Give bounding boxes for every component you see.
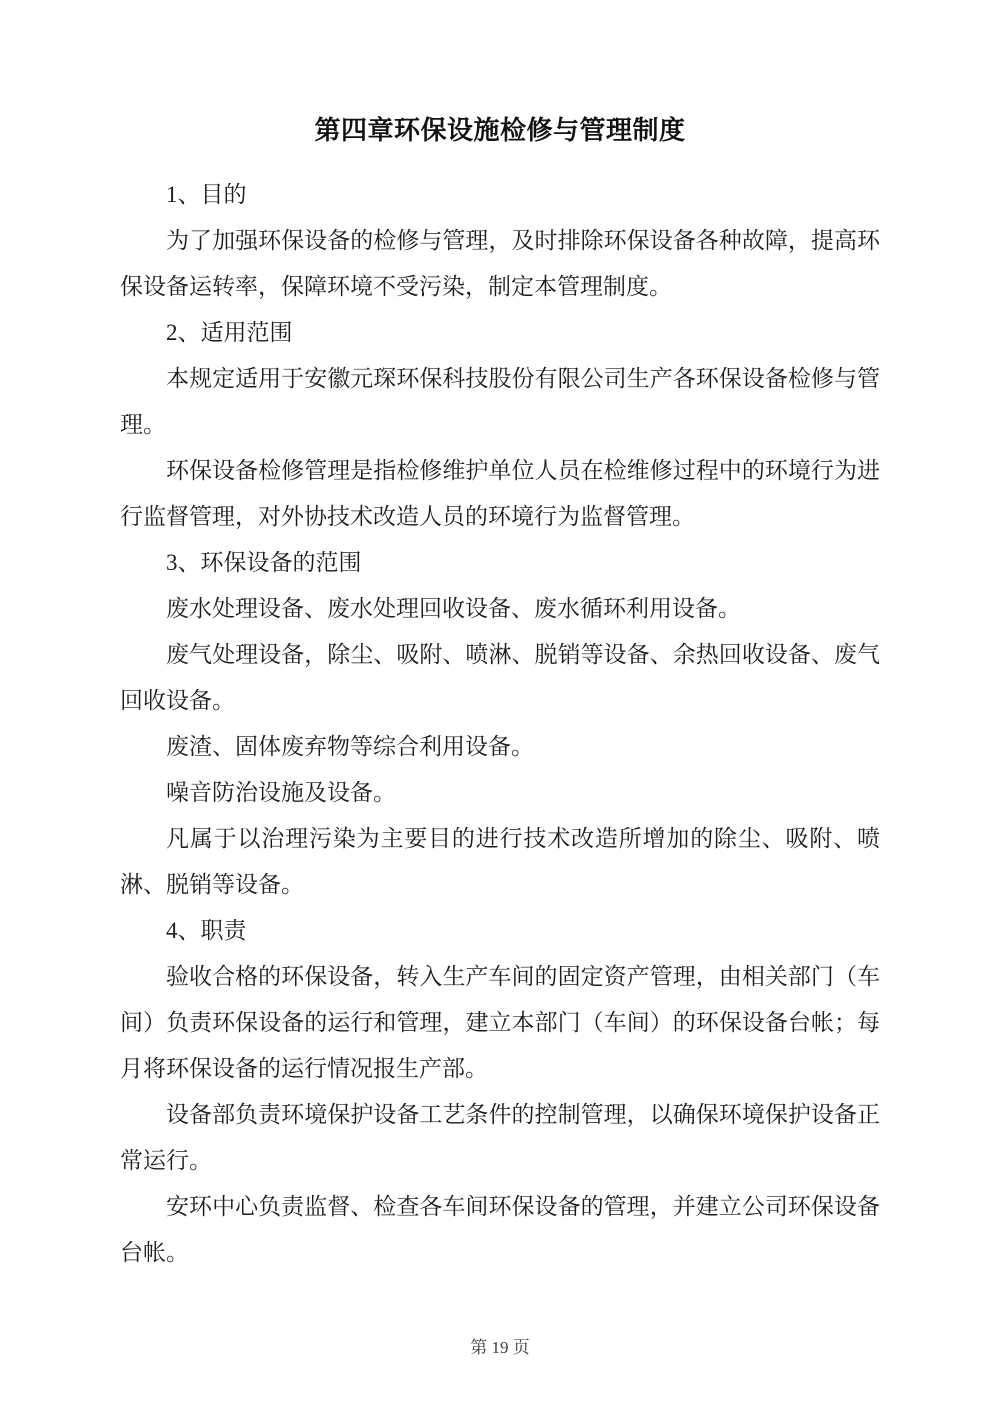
paragraph-body: 废渣、固体废弃物等综合利用设备。 [166,734,534,759]
page-title: 第四章环保设施检修与管理制度 [314,116,686,145]
paragraph-body: 验收合格的环保设备，转入生产车间的固定资产管理，由相关部门（车间）负责环保设备的运行和管理，建立本部门（车间）的环保设备台帐；每月将环保设备的运行情况报生产部。 [120,964,880,1081]
page-number-footer: 第 19 页 [470,1338,530,1357]
paragraph-body: 环保设备检修管理是指检修维护单位人员在检维修过程中的环境行为进行监督管理，对外协技术改造人员的环境行为监督管理。 [120,458,880,529]
paragraph-body: 安环中心负责监督、检查各车间环保设备的管理，并建立公司环保设备台帐。 [120,1194,880,1265]
paragraph-heading: 3、环保设备的范围 [166,550,362,575]
paragraph-body: 废气处理设备，除尘、吸附、喷淋、脱销等设备、余热回收设备、废气回收设备。 [120,642,880,713]
document-body [120,172,880,1276]
paragraph-body: 废水处理设备、废水处理回收设备、废水循环利用设备。 [166,596,741,621]
paragraph-heading: 1、目的 [166,182,247,207]
paragraph-body: 凡属于以治理污染为主要目的进行技术改造所增加的除尘、吸附、喷淋、脱销等设备。 [120,826,880,897]
paragraph-body: 设备部负责环境保护设备工艺条件的控制管理，以确保环境保护设备正常运行。 [120,1102,880,1173]
paragraph-body: 本规定适用于安徽元琛环保科技股份有限公司生产各环保设备检修与管理。 [120,366,880,437]
paragraph-body: 噪音防治设施及设备。 [166,780,396,805]
paragraph-body: 为了加强环保设备的检修与管理，及时排除环保设备各种故障，提高环保设备运转率，保障环境不受污染，制定本管理制度。 [120,228,880,299]
paragraph-heading: 4、职责 [166,918,247,943]
paragraph-heading: 2、适用范围 [166,320,293,345]
